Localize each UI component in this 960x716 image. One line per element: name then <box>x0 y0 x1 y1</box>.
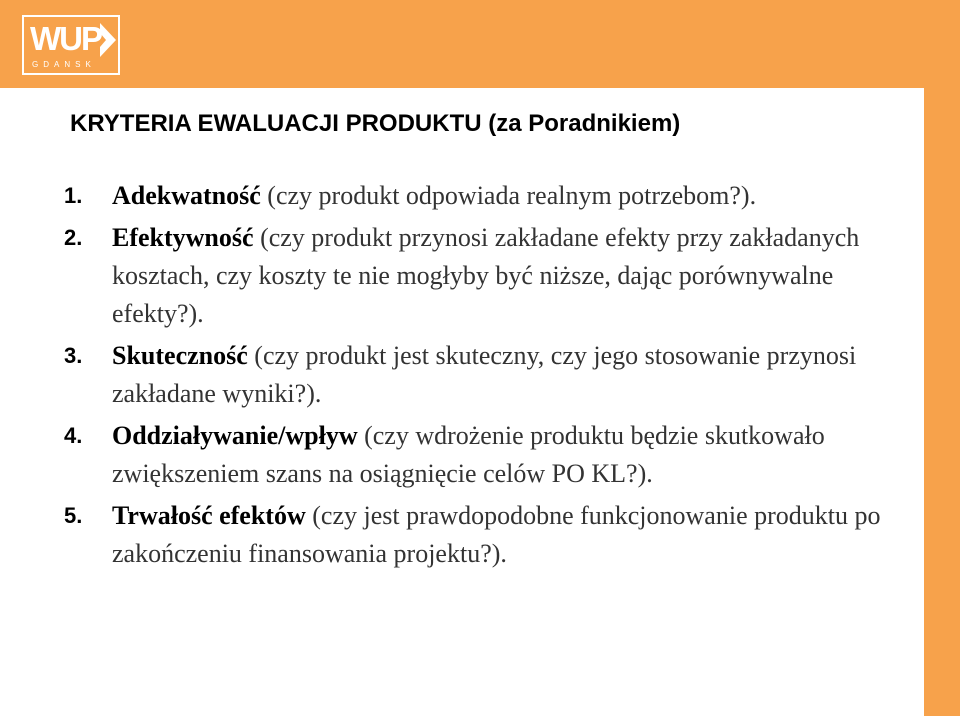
item-description: (czy produkt przynosi zakładane efekty przy zakładanych kosztach, czy koszty te nie mogłyby być niższe, dając porównywalne efekty?). <box>112 223 860 328</box>
logo-mark: WUP <box>30 20 101 57</box>
item-number: 2. <box>64 225 83 250</box>
list-item <box>64 177 904 215</box>
item-description: (czy produkt odpowiada realnym potrzebom?). <box>260 181 757 210</box>
list-item <box>64 497 904 573</box>
wup-logo <box>22 15 120 75</box>
slide-title: KRYTERIA EWALUACJI PRODUKTU (za Poradnikiem) <box>70 110 681 137</box>
side-band <box>924 0 960 716</box>
header-band <box>0 0 960 88</box>
item-term: Oddziaływanie/wpływ <box>112 421 358 450</box>
item-term: Adekwatność <box>112 181 261 210</box>
item-term: Trwałość efektów <box>112 501 306 530</box>
item-description: (czy produkt jest skuteczny, czy jego stosowanie przynosi zakładane wyniki?). <box>112 341 857 408</box>
arrow-icon <box>98 23 116 57</box>
list-item <box>64 417 904 493</box>
item-term: Efektywność <box>112 223 254 252</box>
logo-subtitle: GDANSK <box>32 60 96 69</box>
item-number: 4. <box>64 423 83 448</box>
criteria-list <box>64 177 904 577</box>
item-description: (czy wdrożenie produktu będzie skutkowało zwiększeniem szans na osiągnięcie celów PO KL?). <box>112 421 825 488</box>
item-number: 1. <box>64 183 83 208</box>
item-number: 3. <box>64 343 83 368</box>
item-term: Skuteczność <box>112 341 248 370</box>
item-number: 5. <box>64 503 83 528</box>
list-item <box>64 337 904 413</box>
item-description: (czy jest prawdopodobne funkcjonowanie produktu po zakończeniu finansowania projektu?). <box>112 501 881 568</box>
list-item <box>64 219 904 333</box>
